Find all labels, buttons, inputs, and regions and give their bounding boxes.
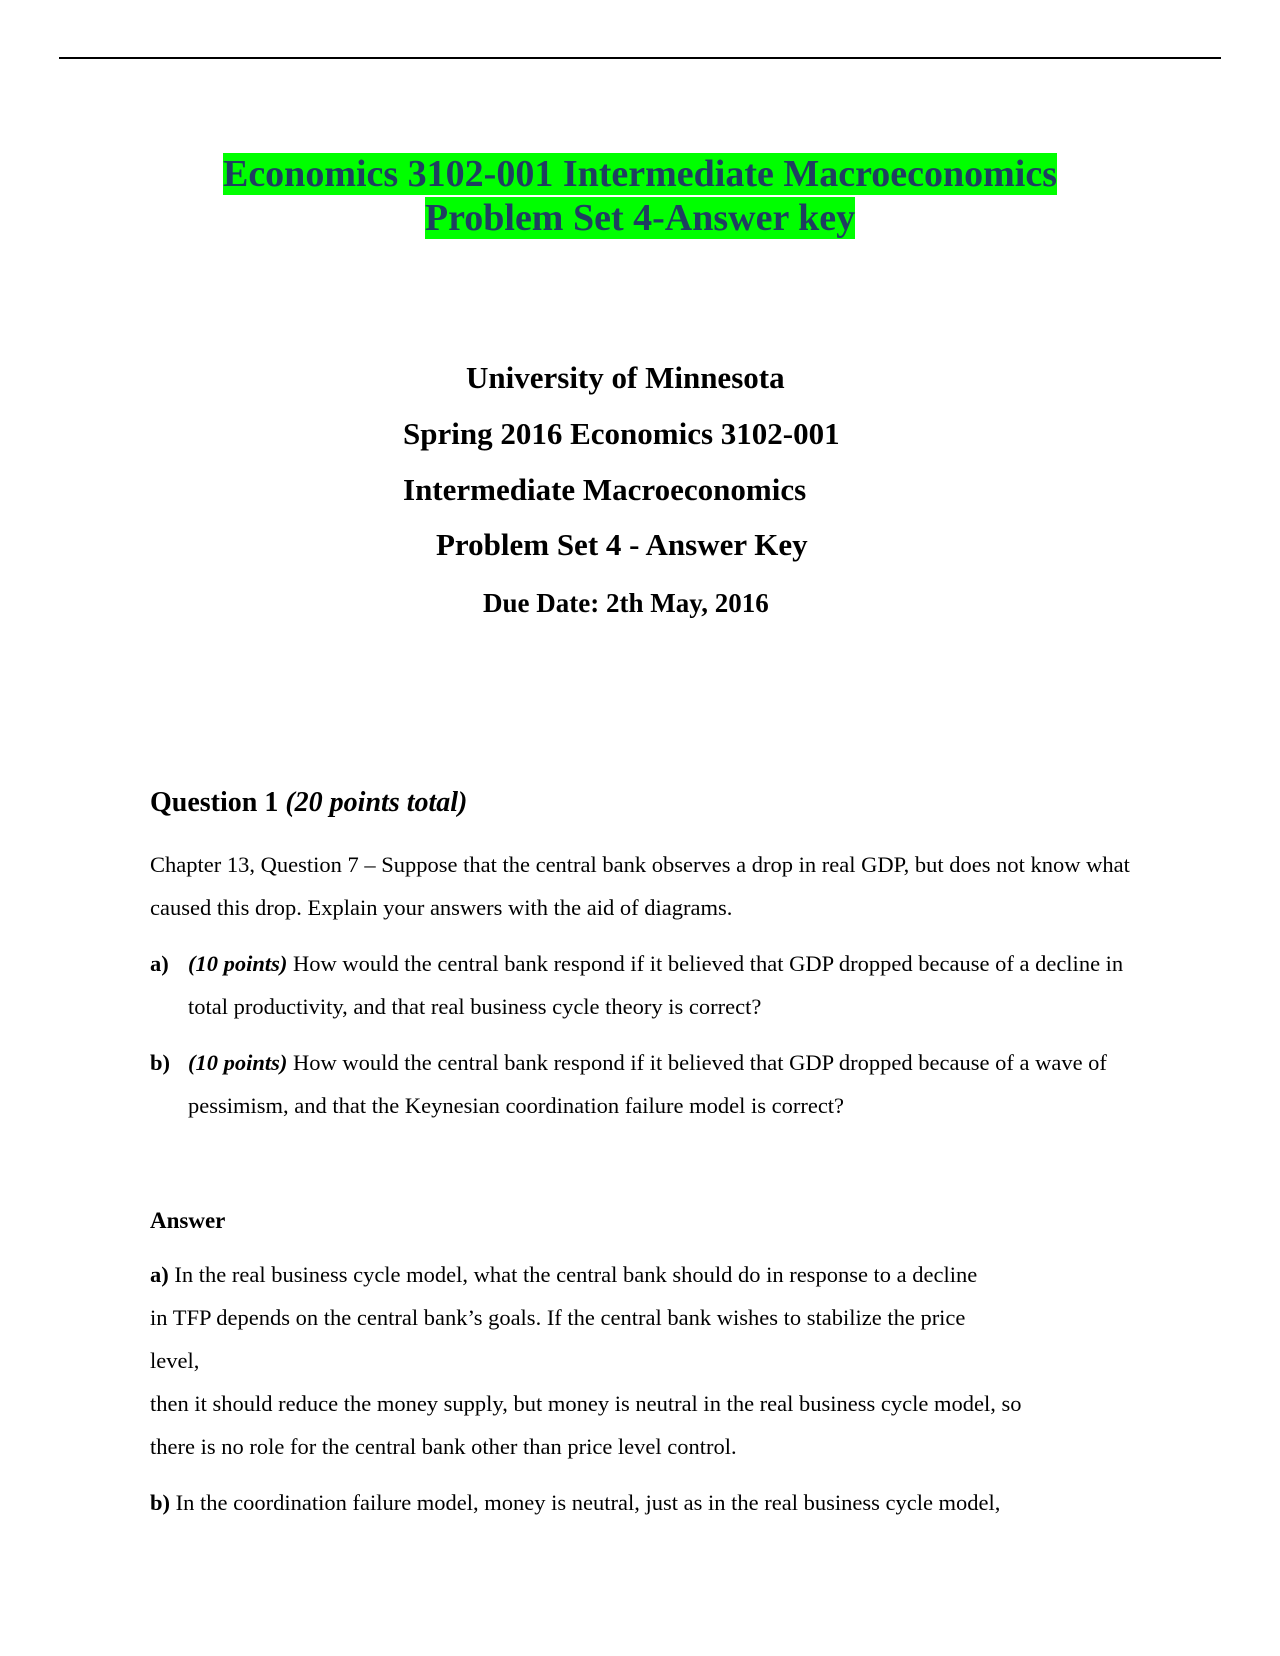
question-1-heading [150, 785, 467, 821]
question-1-title: Question 1 [150, 787, 279, 818]
item-a-text: How would the central bank respond if it believed that GDP dropped because of a decline in total productivity, and that real business cycle theory is correct? [188, 951, 1124, 1019]
question-1-item-b [150, 1041, 1140, 1127]
answer-b-line-1-text: In the coordination failure model, money is neutral, just as in the real business cycle model, [175, 1490, 1001, 1515]
top-rule [59, 57, 1221, 59]
answer-b-label: b) [150, 1490, 171, 1515]
answer-a-line-1 [150, 1253, 1140, 1296]
problem-set-label: Problem Set 4 - Answer Key [436, 527, 808, 562]
question-1-intro: Chapter 13, Question 7 – Suppose that the central bank observes a drop in real GDP, but does not know what caused this drop. Explain your answers with the aid of diagrams. [150, 852, 1130, 920]
answer-b [150, 1481, 1140, 1524]
question-1-points: (20 points total) [285, 787, 468, 818]
answer-a-line-5: there is no role for the central bank other than price level control. [150, 1434, 737, 1459]
university-name: University of Minnesota [466, 360, 785, 395]
item-b-marker: b) [150, 1050, 171, 1075]
answer-b-line-1 [150, 1481, 1140, 1524]
item-b-text: How would the central bank respond if it believed that GDP dropped because of a wave of pessimism, and that the Keynesian coordination failure model is correct? [188, 1050, 1107, 1118]
title-line-2: Problem Set 4-Answer key [424, 197, 856, 239]
term-course: Spring 2016 Economics 3102-001 [403, 416, 840, 451]
title-line-1: Economics 3102-001 Intermediate Macroeconomics [222, 153, 1058, 195]
due-date: Due Date: 2th May, 2016 [483, 588, 769, 618]
answer-a-label: a) [150, 1262, 169, 1287]
answer-a-line-2: in TFP depends on the central bank’s goals. If the central bank wishes to stabilize the price [150, 1305, 966, 1330]
answer-a-line-4: then it should reduce the money supply, but money is neutral in the real business cycle model, so [150, 1391, 1022, 1416]
item-b-points: (10 points) [188, 1050, 288, 1075]
question-1-item-a [150, 942, 1140, 1028]
item-a-marker: a) [150, 951, 169, 976]
document-title [0, 152, 1280, 240]
course-name: Intermediate Macroeconomics [403, 472, 807, 507]
item-a-points: (10 points) [188, 951, 288, 976]
answer-a-line-3: level, [150, 1348, 200, 1373]
answer-a [150, 1253, 1140, 1468]
answer-a-line-1-text: In the real business cycle model, what the central bank should do in response to a decline [174, 1262, 978, 1287]
answer-heading: Answer [150, 1208, 226, 1233]
